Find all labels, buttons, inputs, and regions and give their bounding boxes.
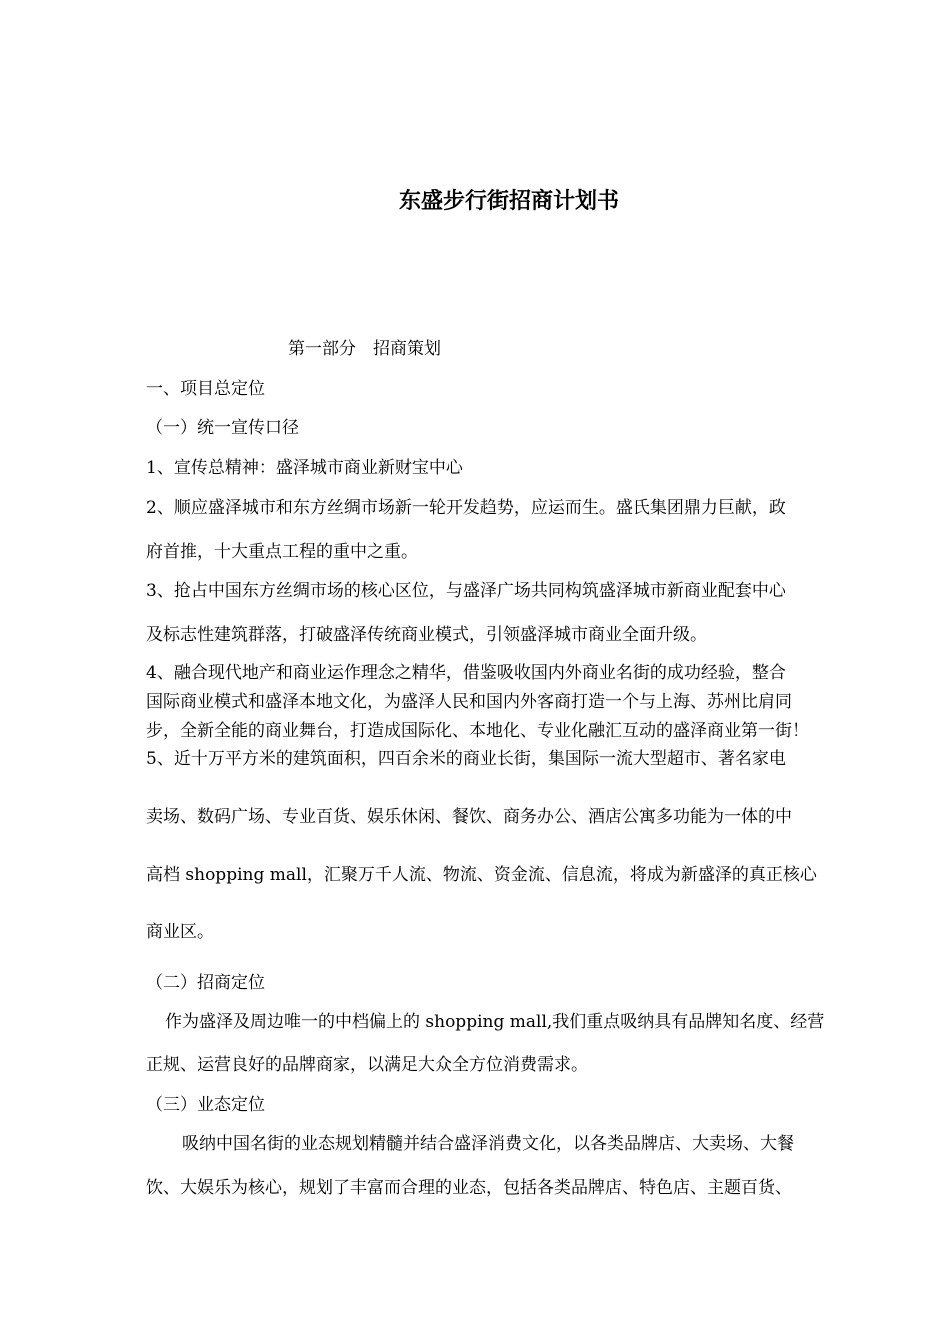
paragraph-line: 3、抢占中国东方丝绸市场的核心区位，与盛泽广场共同构筑盛泽城市新商业配套中心 <box>146 581 786 601</box>
paragraph-line: 4、融合现代地产和商业运作理念之精华，借鉴吸收国内外商业名街的成功经验，整合 <box>146 663 786 683</box>
paragraph-line: 饮、大娱乐为核心，规划了丰富而合理的业态，包括各类品牌店、特色店、主题百货、 <box>146 1178 792 1198</box>
paragraph-line: 2、顺应盛泽城市和东方丝绸市场新一轮开发趋势，应运而生。盛氏集团鼎力巨献，政 <box>146 498 786 518</box>
paragraph-line: 1、宣传总精神：盛泽城市商业新财宝中心 <box>146 458 463 478</box>
paragraph-line: 商业区。 <box>146 922 214 942</box>
paragraph-line: 国际商业模式和盛泽本地文化，为盛泽人民和国内外客商打造一个与上海、苏州比肩同 <box>146 692 792 712</box>
part-heading: 第一部分 招商策划 <box>288 339 441 359</box>
paragraph-line: 及标志性建筑群落，打破盛泽传统商业模式，引领盛泽城市商业全面升级。 <box>146 625 707 645</box>
section-heading: 一、项目总定位 <box>146 379 265 399</box>
paragraph-line: 府首推，十大重点工程的重中之重。 <box>146 542 418 562</box>
paragraph-line: 步，全新全能的商业舞台，打造成国际化、本地化、专业化融汇互动的盛泽商业第一街！ <box>146 721 809 741</box>
paragraph-line: 卖场、数码广场、专业百货、娱乐休闲、餐饮、商务办公、酒店公寓多功能为一体的中 <box>146 807 792 827</box>
subsection-heading: （三）业态定位 <box>146 1095 265 1115</box>
paragraph-line: 吸纳中国名街的业态规划精髓并结合盛泽消费文化，以各类品牌店、大卖场、大餐 <box>182 1134 794 1154</box>
paragraph-line: 高档 shopping mall，汇聚万千人流、物流、资金流、信息流，将成为新盛泽的真正核心 <box>146 865 817 885</box>
subsection-heading: （二）招商定位 <box>146 973 265 993</box>
subsection-heading: （一）统一宣传口径 <box>146 418 299 438</box>
paragraph-line: 作为盛泽及周边唯一的中档偏上的 shopping mall,我们重点吸纳具有品牌知名度、经营 <box>165 1012 825 1032</box>
paragraph-line: 5、近十万平方米的建筑面积，四百余米的商业长街，集国际一流大型超市、著名家电 <box>146 749 786 769</box>
paragraph-line: 正规、运营良好的品牌商家，以满足大众全方位消费需求。 <box>146 1055 588 1075</box>
document-title: 东盛步行街招商计划书 <box>398 188 619 214</box>
